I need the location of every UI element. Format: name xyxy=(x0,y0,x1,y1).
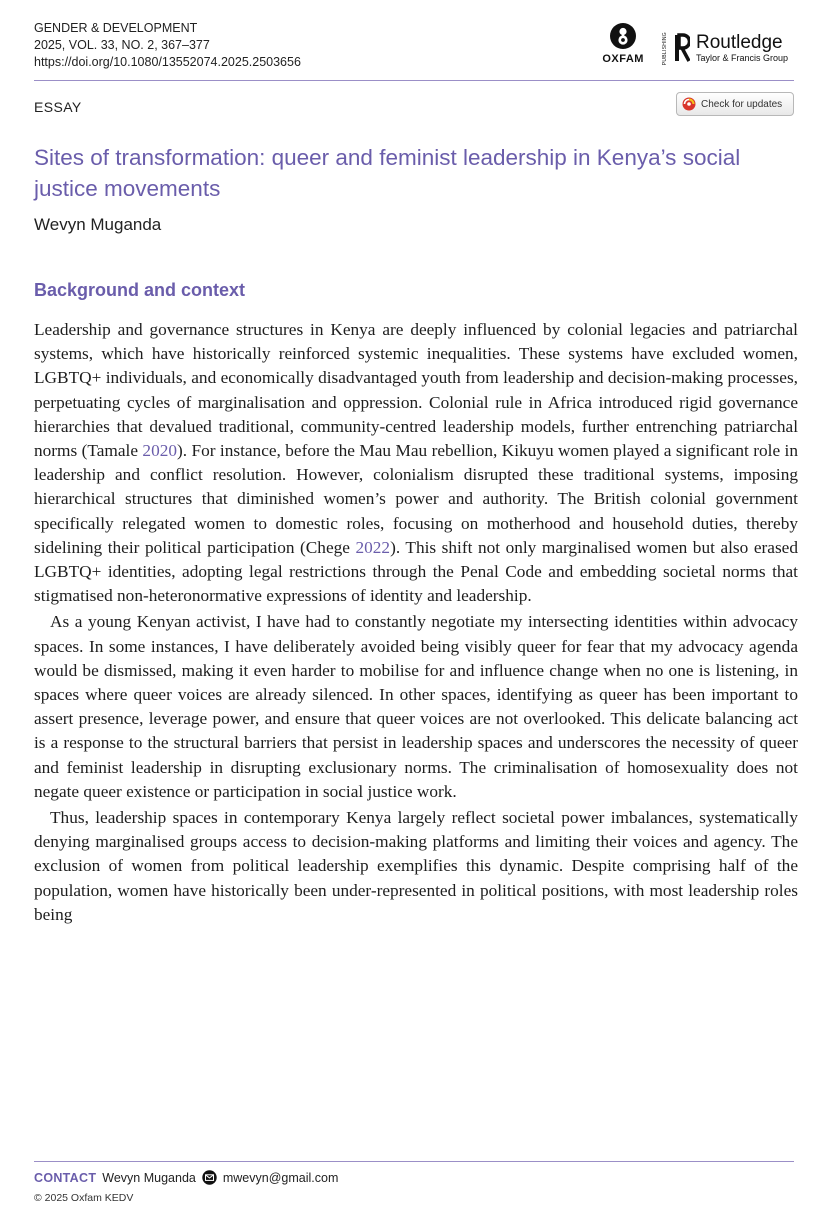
publisher-name: Routledge xyxy=(695,31,783,53)
check-updates-icon xyxy=(682,97,696,111)
contact-label: CONTACT xyxy=(34,1170,97,1185)
citation-chege-2022[interactable]: 2022 xyxy=(355,537,391,557)
routledge-r-icon xyxy=(674,33,690,63)
check-for-updates-button[interactable] xyxy=(676,92,794,116)
email-icon xyxy=(202,1170,217,1185)
contact-name: Wevyn Muganda xyxy=(102,1170,196,1185)
citation-tamale-2020[interactable]: 2020 xyxy=(142,441,177,461)
paragraph-2: As a young Kenyan activist, I have had to constantly negotiate my intersecting identities within advocacy spaces. In some instances, I have deliberately avoided being visibly queer for fear that my advocacy agenda would be dismissed, making it even harder to mobilise for and influence change when no one is listening, in spaces where queer voices are already silenced. In other spaces, identifying as queer has been important to assert presence, leverage power, and ensure that queer voices are not overlooked. This delicate balancing act is a response to the structural barriers that persist in leadership spaces and underscores the necessity of queer and feminist leadership in disrupting exclusionary norms. The criminalisation of homosexuality does not negate queer existence or participation in social justice work. xyxy=(34,612,798,801)
header-rule xyxy=(34,80,794,81)
check-updates-label: Check for updates xyxy=(701,98,783,110)
contact-line xyxy=(34,1170,338,1185)
paragraph-1-part-c: ). This shift not only marginalised women but also erased LGBTQ+ identities, adopting legal restrictions through the Penal Code and embedding societal norms that stigmatised non-heteronormative expressions of identity and leadership. xyxy=(34,537,798,606)
oxfam-wordmark: OXFAM xyxy=(602,53,644,65)
routledge-logo xyxy=(662,32,788,65)
copyright: © 2025 Oxfam KEDV xyxy=(34,1192,134,1204)
publisher-sub: Taylor & Francis Group xyxy=(695,52,788,63)
section-heading: Background and context xyxy=(34,280,246,300)
oxfam-logo xyxy=(602,22,644,65)
article-title: Sites of transformation: queer and feminist leadership in Kenya’s social justice movements xyxy=(34,145,741,201)
article-type: ESSAY xyxy=(34,99,82,115)
publisher-strip: PUBLISHING xyxy=(661,31,668,65)
body-text xyxy=(34,318,798,927)
paragraph-1-part-a: Leadership and governance structures in Kenya are deeply influenced by colonial legacies and patriarchal systems, which have historically reinforced systemic inequalities. These systems have excluded women, LGBTQ+ individuals, and economically disadvantaged youth from leadership and decision-making processes, perpetuating cycles of marginalisation and oppression. Colonial rule in Africa introduced rigid governance hierarchies that devalued traditional, community-centred leadership models, further entrenching patriarchal norms (Tamale xyxy=(34,320,798,461)
article-author: Wevyn Muganda xyxy=(34,215,162,234)
doi-link[interactable]: https://doi.org/10.1080/13552074.2025.2503656 xyxy=(34,55,301,69)
footer-rule xyxy=(34,1161,794,1162)
paragraph-1 xyxy=(34,318,798,608)
contact-email[interactable]: mwevyn@gmail.com xyxy=(222,1170,339,1185)
paragraph-3: Thus, leadership spaces in contemporary Kenya largely reflect societal power imbalances, systematically denying marginalised groups access to decision-making platforms and limiting their voices and agency. The exclusion of women from political leadership exemplifies this dynamic. Despite comprising half of the population, women have historically been under-represented in political positions, with most leadership roles being xyxy=(34,808,798,924)
journal-name: GENDER & DEVELOPMENT xyxy=(34,21,198,35)
journal-meta xyxy=(34,20,301,71)
logos xyxy=(602,22,788,65)
journal-volume: 2025, VOL. 33, NO. 2, 367–377 xyxy=(34,38,210,52)
paragraph-1-part-b: ). For instance, before the Mau Mau rebellion, Kikuyu women played a significant role in leadership and conflict resolution. However, colonialism disrupted these traditional systems, imposing hierarchical structures that diminished women’s power and authority. The British colonial government specifically relegated women to domestic roles, focusing on motherhood and household duties, thereby sidelining their political participation (Chege xyxy=(34,441,798,557)
oxfam-logo-icon xyxy=(609,22,637,50)
